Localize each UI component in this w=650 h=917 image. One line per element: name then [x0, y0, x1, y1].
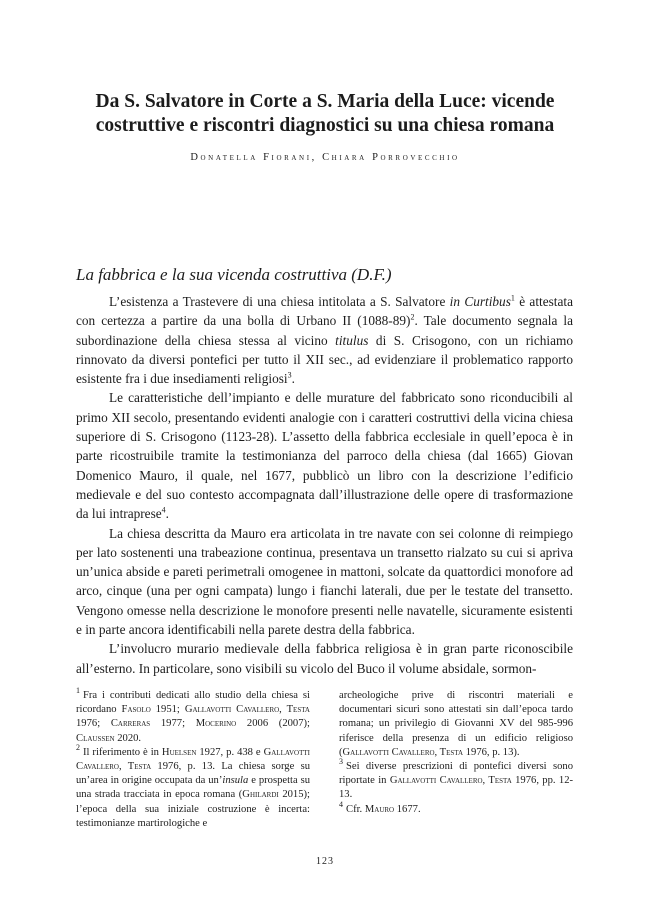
paragraph-1 — [76, 292, 573, 388]
title-line-2: costruttive e riscontri diagnostici su una chiesa romana — [95, 115, 555, 136]
fn1-text-c: 1976; — [76, 718, 111, 730]
footnote-number: 1 — [76, 686, 80, 696]
fn3-text-b: 1976, pp. 12-13. — [339, 775, 574, 801]
fn1-author-3: Carreras — [110, 718, 151, 730]
footnote-4 — [339, 800, 573, 817]
page-number: 123 — [316, 856, 334, 867]
fn2-text-e-continued: archeologiche prive di riscontri materiali e documentari sicuri sono attestati sin dall’epoca tardo romana; un privilegio di Giovanni XV del 985-996 riferisce della presenza di un edificio religioso ( — [339, 690, 573, 758]
p1-text-c: è attestata con certezza a partire da una bolla di Urbano II (1088-89) — [76, 294, 573, 329]
fn1-text-a: Fra i contributi dedicati allo studio della chiesa si ricordano — [76, 690, 310, 716]
footnote-number: 3 — [339, 757, 343, 767]
footnote-1 — [76, 686, 310, 746]
fn4-author-1: Mauro — [364, 803, 395, 815]
p1-text-d: . Tale documento segnala la subordinazione della chiesa stessa al vicino — [76, 313, 573, 348]
fn4-text-a: Cfr. — [346, 803, 365, 815]
fn4-text-b: 1677. — [394, 803, 421, 815]
footnote-2 — [76, 743, 310, 831]
p1-text-f: di S. Crisogono, con un richiamo rinnovato da diversi pontefici per tutto il XII sec., ad evidenziare il problematico rapporto esistente fra i due insediamenti religiosi — [76, 332, 573, 387]
footnote-ref-4: 4 — [161, 505, 166, 515]
fn2-author-2: Gallavotti Cavallero, Testa — [76, 746, 310, 773]
fn2-text-f: 1976, p. 13). — [463, 746, 520, 758]
p2-text-b: . — [165, 506, 169, 522]
fn2-author-4: Gallavotti Cavallero, Testa — [342, 746, 464, 758]
footnote-2-continued — [339, 689, 573, 760]
paragraph-2 — [76, 388, 573, 523]
fn2-text-d: e prospetta su una strada tracciata in epoca romana ( — [76, 775, 310, 801]
footnote-ref-3: 3 — [287, 370, 292, 380]
fn1-author-5: Claussen — [76, 732, 115, 744]
fn2-author-3: Ghilardi — [242, 789, 279, 801]
article-authors: Donatella Fiorani, Chiara Porrovecchio — [190, 152, 460, 163]
footnotes-column-right — [339, 689, 573, 817]
paragraph-3: La chiesa descritta da Mauro era articolata in tre navate con sei colonne di reimpiego per lato sostenenti una trabeazione continua, presentava un transetto rialzato su cui si apriva un’unica abside e pareti perimetrali omogenee in mattoni, solcate da quattordici monofore ad arco, cinque (una per ogni campata) lungo i fianchi laterali, due per le testate del transetto. Vengono omesse nella descrizione le monofore presenti nelle navatelle, sicuramente esistenti e in parte ancora identificabili nella parete destra della fabbrica. — [76, 525, 573, 638]
footnote-number: 2 — [76, 743, 80, 753]
fn2-text-b: 1927, p. 438 e — [196, 746, 264, 758]
footnote-ref-1: 1 — [510, 293, 515, 303]
fn2-text-c: 1976, p. 13. La chiesa sorge su un’area in origine occupata da un’ — [76, 761, 310, 787]
fn1-text-b: 1951; — [150, 704, 185, 716]
footnote-number: 4 — [339, 800, 343, 810]
fn1-text-f: 2020. — [114, 732, 142, 744]
footnote-ref-2: 2 — [410, 312, 415, 322]
fn1-author-2: Gallavotti Cavallero, Testa — [184, 704, 310, 716]
p1-text-a: L’esistenza a Trastevere di una chiesa intitolata a S. Salvatore — [109, 294, 450, 309]
fn1-text-e: 2006 (2007); — [236, 718, 310, 730]
footnotes-column-left — [76, 686, 310, 831]
p2-text-a: Le caratteristiche dell’impianto e delle murature del fabbricato sono riconducibili al primo XII secolo, presentando evidenti analogie con i caratteri costruttivi della vicina chiesa superiore di S. Crisogono (1123-28). L’assetto della fabbrica ecclesiale in quell’epoca è in parte ricostruibile tramite la testimonianza del parroco della chiesa (dal 1665) Giovan Domenico Mauro, il quale, nel 1677, pubblicò un libro con la descrizione l’edificio medievale e del suo contesto accompagnata dall’illustrazione delle opere di trasformazione da lui intraprese — [76, 390, 573, 522]
section-heading: La fabbrica e la sua vicenda costruttiva (D.F.) — [76, 265, 392, 284]
fn2-text-a: Il riferimento è in — [83, 746, 162, 758]
fn2-text-e: 2015); l’epoca della sua iniziale costruzione è incerta: testimonianze martirologiche e — [76, 789, 310, 829]
fn3-author-1: Gallavotti Cavallero, Testa — [389, 775, 512, 787]
fn1-author-4: Mocerino — [195, 718, 237, 730]
fn2-italic-insula: insula — [222, 775, 249, 787]
footnote-3 — [339, 757, 574, 803]
paragraph-4: L’involucro murario medievale della fabbrica religiosa è in gran parte riconoscibile all’esterno. In particolare, sono visibili su vicolo del Buco il volume absidale, sormon- — [76, 641, 573, 676]
title-line-1: Da S. Salvatore in Corte a S. Maria della Luce: vicende — [95, 91, 555, 112]
p1-italic-titulus: titulus — [335, 332, 369, 348]
fn2-author-1: Huelsen — [161, 746, 197, 758]
p1-text-g: . — [291, 371, 295, 387]
body-text — [76, 292, 573, 678]
fn3-text-a: Sei diverse prescrizioni di pontefici diversi sono riportate in — [339, 761, 573, 787]
fn1-author-1: Fasolo — [121, 704, 151, 716]
article-title — [60, 90, 590, 138]
fn1-text-d: 1977; — [150, 718, 196, 730]
p1-italic-curtibus: in Curtibus — [449, 294, 511, 309]
